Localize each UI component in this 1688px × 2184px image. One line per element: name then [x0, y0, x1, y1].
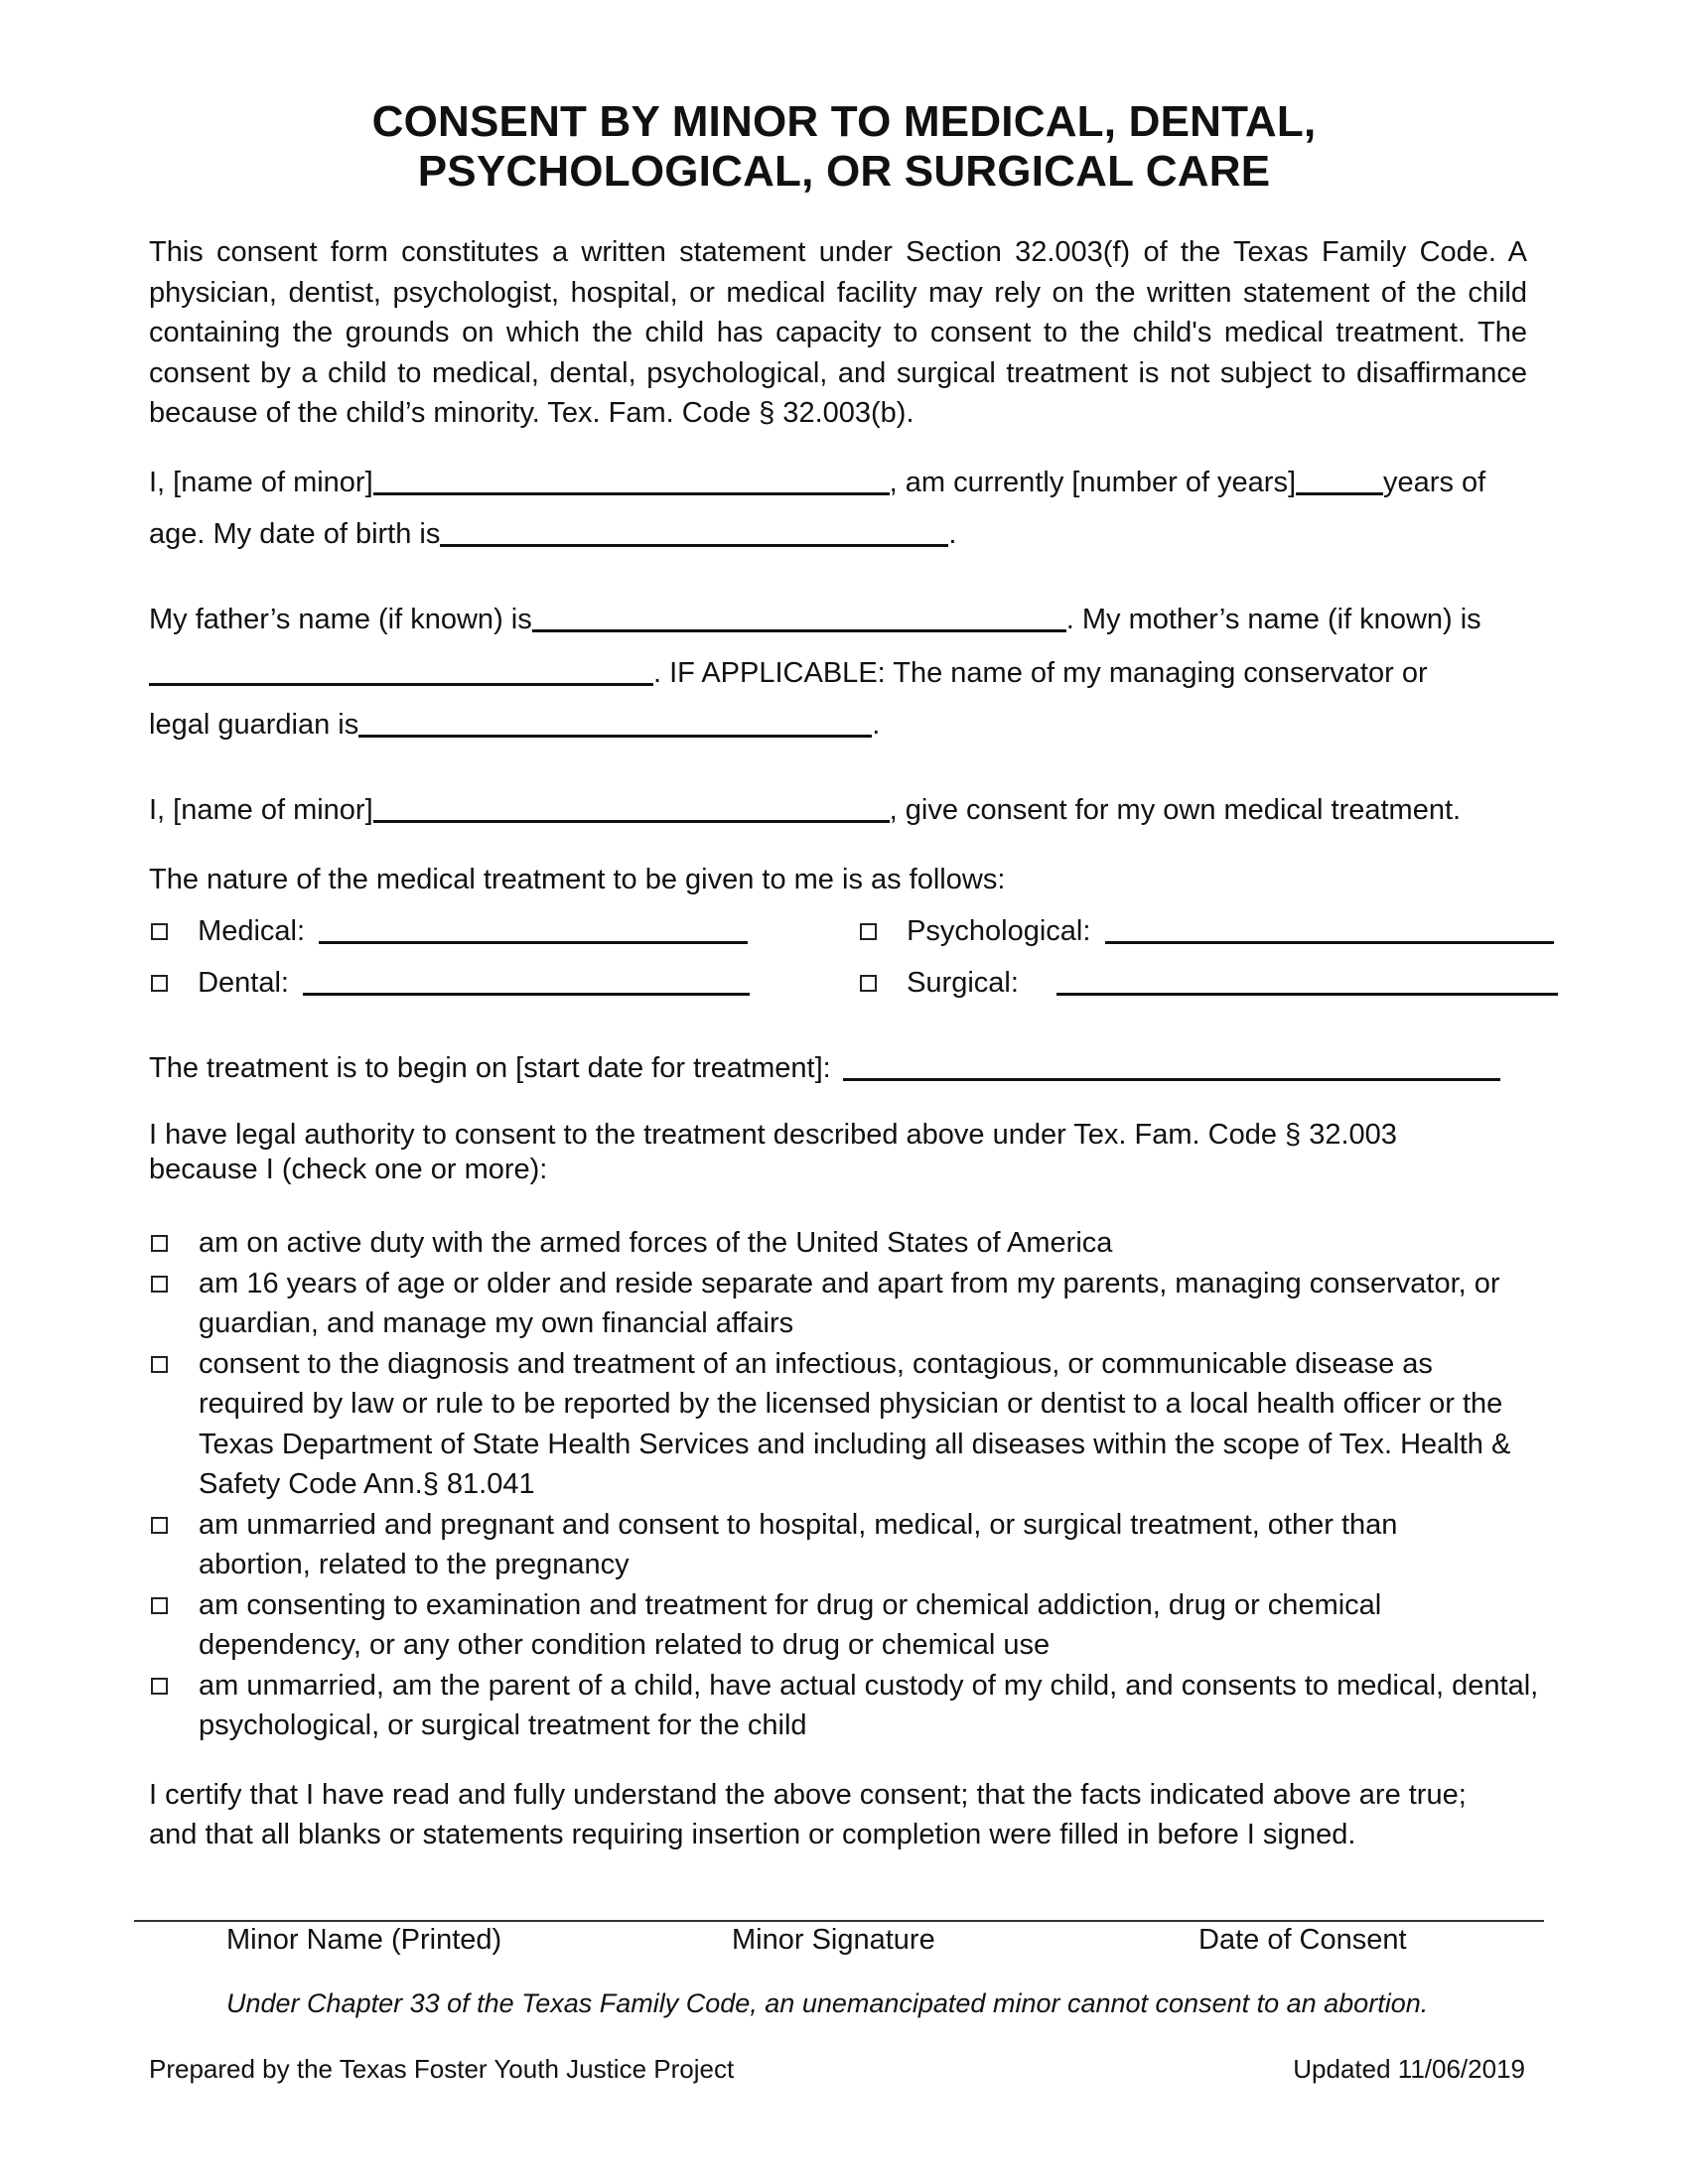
mother-name-field[interactable] — [149, 682, 653, 686]
authority-item — [149, 1344, 1539, 1505]
dob-period: . — [948, 518, 957, 550]
authority-checkbox-5[interactable] — [151, 1597, 168, 1614]
age-suffix-label: years of — [1383, 467, 1486, 498]
date-of-consent-label: Date of Consent — [1198, 1924, 1407, 1956]
mother-label: . My mother’s name (if known) is — [1065, 604, 1481, 635]
age-label: , am currently [number of years] — [889, 467, 1297, 498]
date-of-birth-field[interactable] — [440, 543, 948, 547]
authority-item-text: am consenting to examination and treatment for drug or chemical addiction, drug or chemical dependency, or any other condition related to drug or chemical use — [199, 1588, 1382, 1661]
minor-signature-label: Minor Signature — [732, 1924, 935, 1956]
start-date-line — [149, 1048, 1500, 1088]
abortion-notice: Under Chapter 33 of the Texas Family Code, an unemancipated minor cannot consent to an abortion. — [226, 1988, 1429, 2018]
psychological-checkbox[interactable] — [860, 923, 877, 940]
start-date-label: The treatment is to begin on [start date for treatment]: — [149, 1052, 831, 1084]
consent-name-label: I, [name of minor] — [149, 794, 373, 826]
father-label: My father’s name (if known) is — [149, 604, 532, 635]
psychological-label: Psychological: — [907, 915, 1091, 947]
consent-line — [149, 790, 1461, 830]
medical-checkbox[interactable] — [151, 923, 168, 940]
authority-item-text: am on active duty with the armed forces of the United States of America — [199, 1227, 1113, 1259]
footer-prepared-by: Prepared by the Texas Foster Youth Justice Project — [149, 2054, 735, 2084]
dental-checkbox[interactable] — [151, 975, 168, 992]
certification-line-1: I certify that I have read and fully understand the above consent; that the facts indicated above are true; — [149, 1779, 1467, 1811]
minor-name-field[interactable] — [373, 491, 890, 495]
authority-item — [149, 1264, 1539, 1344]
name-prefix-label: I, [name of minor] — [149, 467, 373, 498]
father-name-field[interactable] — [532, 628, 1066, 632]
authority-line-1: I have legal authority to consent to the treatment described above under Tex. Fam. Code § 32.003 — [149, 1119, 1397, 1151]
parents-line — [149, 600, 1481, 639]
authority-checkbox-1[interactable] — [151, 1235, 168, 1252]
surgical-checkbox[interactable] — [860, 975, 877, 992]
treatment-option-dental — [151, 963, 750, 1003]
form-title-line-2: PSYCHOLOGICAL, OR SURGICAL CARE — [417, 147, 1271, 196]
dental-label: Dental: — [198, 967, 289, 999]
authority-item — [149, 1223, 1539, 1264]
guardian-line — [149, 705, 880, 745]
authority-line-2: because I (check one or more): — [149, 1154, 548, 1185]
authority-checklist — [149, 1223, 1539, 1746]
consent-suffix-label: , give consent for my own medical treatment. — [889, 794, 1462, 826]
guardian-intro-label: . IF APPLICABLE: The name of my managing conservator or — [653, 657, 1428, 689]
guardian-period: . — [872, 709, 881, 741]
medical-field[interactable] — [319, 940, 748, 944]
surgical-field[interactable] — [1056, 992, 1558, 996]
guardian-name-field[interactable] — [358, 734, 872, 738]
treatment-option-psychological — [860, 911, 1554, 951]
authority-item-text: am unmarried, am the parent of a child, have actual custody of my child, and consents to medical, dental, psychological, or surgical treatment for the child — [199, 1669, 1539, 1741]
form-title-line-1: CONSENT BY MINOR TO MEDICAL, DENTAL, — [371, 97, 1317, 146]
mother-guardian-line — [149, 653, 1428, 693]
medical-label: Medical: — [198, 915, 306, 947]
dental-field[interactable] — [303, 992, 750, 996]
consent-minor-name-field[interactable] — [373, 819, 890, 823]
guardian-label: legal guardian is — [149, 709, 359, 741]
psychological-field[interactable] — [1105, 940, 1554, 944]
authority-item — [149, 1666, 1539, 1746]
intro-paragraph: This consent form constitutes a written statement under Section 32.003(f) of the Texas Family Code. A physician, dentist, psychologist, hospital, or medical facility may rely on the written statement of the child containing the grounds on which the child has capacity to consent to the child's medical treatment. The consent by a child to medical, dental, psychological, and surgical treatment is not subject to disaffirmance because of the child’s minority. Tex. Fam. Code § 32.003(b). — [149, 236, 1527, 429]
certification-line-2: and that all blanks or statements requiring insertion or completion were filled in before I signed. — [149, 1819, 1356, 1850]
authority-checkbox-2[interactable] — [151, 1276, 168, 1293]
surgical-label: Surgical: — [907, 967, 1019, 999]
authority-item — [149, 1505, 1539, 1585]
authority-item-text: am unmarried and pregnant and consent to hospital, medical, or surgical treatment, other than abortion, related to the pregnancy — [199, 1508, 1398, 1580]
treatment-option-medical — [151, 911, 748, 951]
minor-name-printed-label: Minor Name (Printed) — [226, 1924, 502, 1956]
start-date-field[interactable] — [843, 1077, 1500, 1081]
authority-item-text: consent to the diagnosis and treatment of an infectious, contagious, or communicable disease as required by law or rule to be reported by the licensed physician or dentist to a local health officer or the Texas Department of State Health Services and including all diseases within the scope of Tex. Health & Safety Code Ann.§ 81.041 — [199, 1347, 1511, 1500]
treatment-option-surgical — [860, 963, 1558, 1003]
dob-line — [149, 514, 956, 554]
authority-item — [149, 1585, 1539, 1666]
treatment-heading: The nature of the medical treatment to be given to me is as follows: — [149, 864, 1006, 895]
authority-checkbox-6[interactable] — [151, 1678, 168, 1695]
footer-updated-date: Updated 11/06/2019 — [1293, 2054, 1525, 2084]
authority-checkbox-3[interactable] — [151, 1356, 168, 1373]
authority-item-text: am 16 years of age or older and reside separate and apart from my parents, managing conservator, or guardian, and manage my own financial affairs — [199, 1267, 1500, 1339]
identity-line — [149, 463, 1485, 502]
age-years-field[interactable] — [1296, 491, 1383, 495]
authority-checkbox-4[interactable] — [151, 1517, 168, 1534]
dob-label: age. My date of birth is — [149, 518, 441, 550]
